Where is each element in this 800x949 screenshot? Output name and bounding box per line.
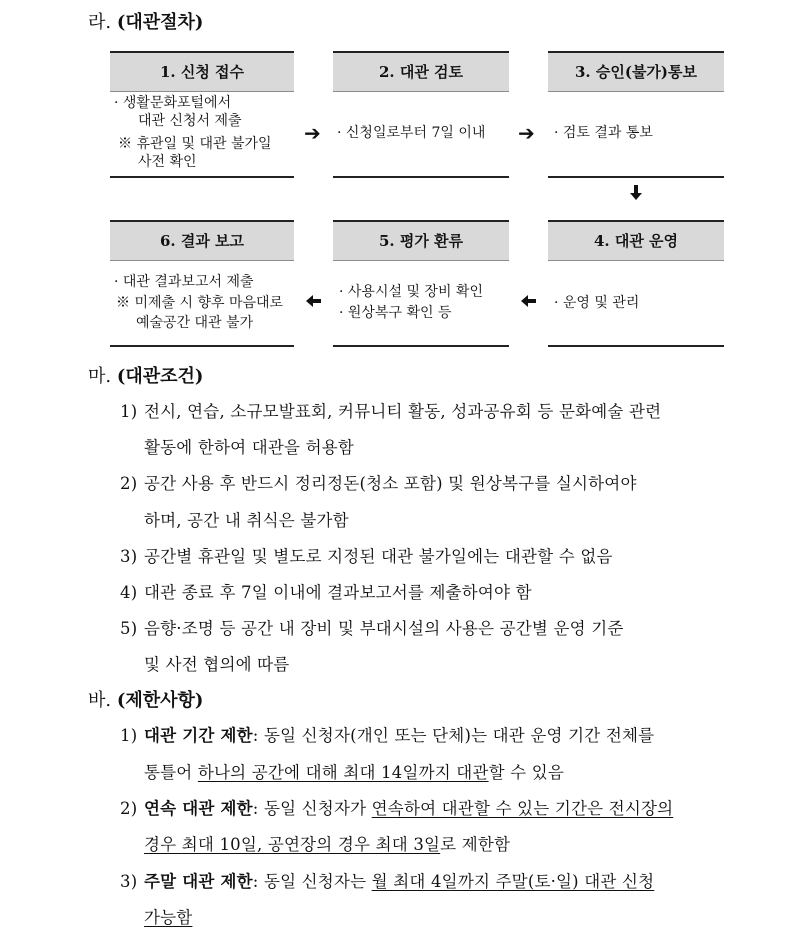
item-text: : 동일 신청자가 [252,799,372,818]
step-line: 대관 신청서 제출 [138,113,242,129]
step-box-5 [333,220,509,346]
item-bold-label: 대관 기간 제한 [144,726,253,745]
step-header: 1. 신청 접수 [110,53,294,92]
item-bold-label: 연속 대관 제한 [144,799,253,818]
arrow-left-icon [519,291,537,315]
item-number: 1) [120,726,138,745]
step-box-4 [548,220,724,346]
item-text: 통틀어 [144,763,198,782]
step-box-3 [548,51,724,177]
step-line: 사전 확인 [138,154,197,170]
step-header: 6. 결과 보고 [110,222,294,261]
section-procedure-title [88,8,203,34]
section-conditions-title [88,362,203,388]
item-text: : 동일 신청자는 [252,872,372,891]
condition-item-2 [120,470,637,494]
step-line: · 검토 결과 통보 [554,125,653,141]
condition-item-1 [120,398,661,422]
step-line: · 원상복구 확인 등 [339,305,452,321]
item-underlined-text: 월 최대 4일까지 주말(토·일) 대관 신청 [371,872,655,891]
item-number: 5) [120,619,138,638]
item-underlined-text: 경우 최대 10일, 공연장의 경우 최대 3일 [144,835,441,854]
step-line: ※ 미제출 시 향후 마음대로 [116,295,284,311]
restriction-item-3 [120,868,654,892]
step-body [333,92,509,177]
step-box-6 [110,220,294,346]
step-box-1 [110,51,294,177]
item-number: 3) [120,547,138,566]
step-line: ※ 휴관일 및 대관 불가일 [118,136,272,152]
restriction-item-2 [120,795,673,819]
item-text-continued: 활동에 한하여 대관을 허용함 [144,438,355,457]
restriction-item-1-continued [144,759,564,783]
item-text: 공간별 휴관일 및 별도로 지정된 대관 불가일에는 대관할 수 없음 [144,547,613,566]
item-text: 로 제한함 [440,835,511,854]
section-prefix: 바. [88,690,112,711]
step-body [548,92,724,177]
restriction-item-2-continued [144,831,510,855]
section-title-text: (대관절차) [116,12,204,33]
step-line: 예술공간 대관 불가 [136,315,254,331]
step-body [110,261,294,346]
item-text-continued: 및 사전 협의에 따름 [144,655,290,674]
step-body [333,261,509,346]
step-header: 2. 대관 검토 [333,53,509,92]
section-restrictions-title [88,686,203,712]
arrow-right-icon: ➔ [518,121,535,145]
item-underlined-text: 하나의 공간에 대해 최대 14일까지 대관 [197,763,489,782]
section-prefix: 마. [88,366,112,387]
item-text: 음향·조명 등 공간 내 장비 및 부대시설의 사용은 공간별 운영 기준 [144,619,624,638]
step-line: · 사용시설 및 장비 확인 [339,284,483,300]
item-number: 4) [120,583,138,602]
arrow-left-icon [304,291,322,315]
item-underlined-text: 연속하여 대관할 수 있는 기간은 전시장의 [371,799,674,818]
arrow-down-icon [627,183,645,207]
item-text: 공간 사용 후 반드시 정리정돈(청소 포함) 및 원상복구를 실시하여야 [144,474,637,493]
item-text: : 동일 신청자(개인 또는 단체)는 대관 운영 기간 전체를 [252,726,655,745]
step-header: 4. 대관 운영 [548,222,724,261]
item-text: 대관 종료 후 7일 이내에 결과보고서를 제출하여야 함 [144,583,532,602]
item-text: 전시, 연습, 소규모발표회, 커뮤니티 활동, 성과공유회 등 문화예술 관련 [144,402,662,421]
condition-item-4 [120,579,532,603]
restriction-item-1 [120,722,654,746]
item-text: 할 수 있음 [488,763,565,782]
step-box-2 [333,51,509,177]
item-number: 2) [120,474,138,493]
step-line: · 생활문화포털에서 [114,95,232,111]
item-bold-label: 주말 대관 제한 [144,872,253,891]
step-body [110,92,294,177]
item-number: 1) [120,402,138,421]
section-prefix: 라. [88,12,112,33]
item-underlined-text: 가능함 [144,908,193,927]
step-line: · 신청일로부터 7일 이내 [337,125,486,141]
step-header: 5. 평가 환류 [333,222,509,261]
arrow-right-icon: ➔ [304,121,321,145]
condition-item-5 [120,615,624,639]
section-title-text: (제한사항) [116,690,204,711]
restriction-item-3-continued [144,904,192,928]
section-title-text: (대관조건) [116,366,204,387]
step-line: · 운영 및 관리 [554,295,640,311]
item-number: 2) [120,799,138,818]
step-line: · 대관 결과보고서 제출 [114,274,254,290]
item-text-continued: 하며, 공간 내 취식은 불가함 [144,511,349,530]
step-header: 3. 승인(불가)통보 [548,53,724,92]
step-body [548,261,724,346]
condition-item-3 [120,543,613,567]
item-number: 3) [120,872,138,891]
